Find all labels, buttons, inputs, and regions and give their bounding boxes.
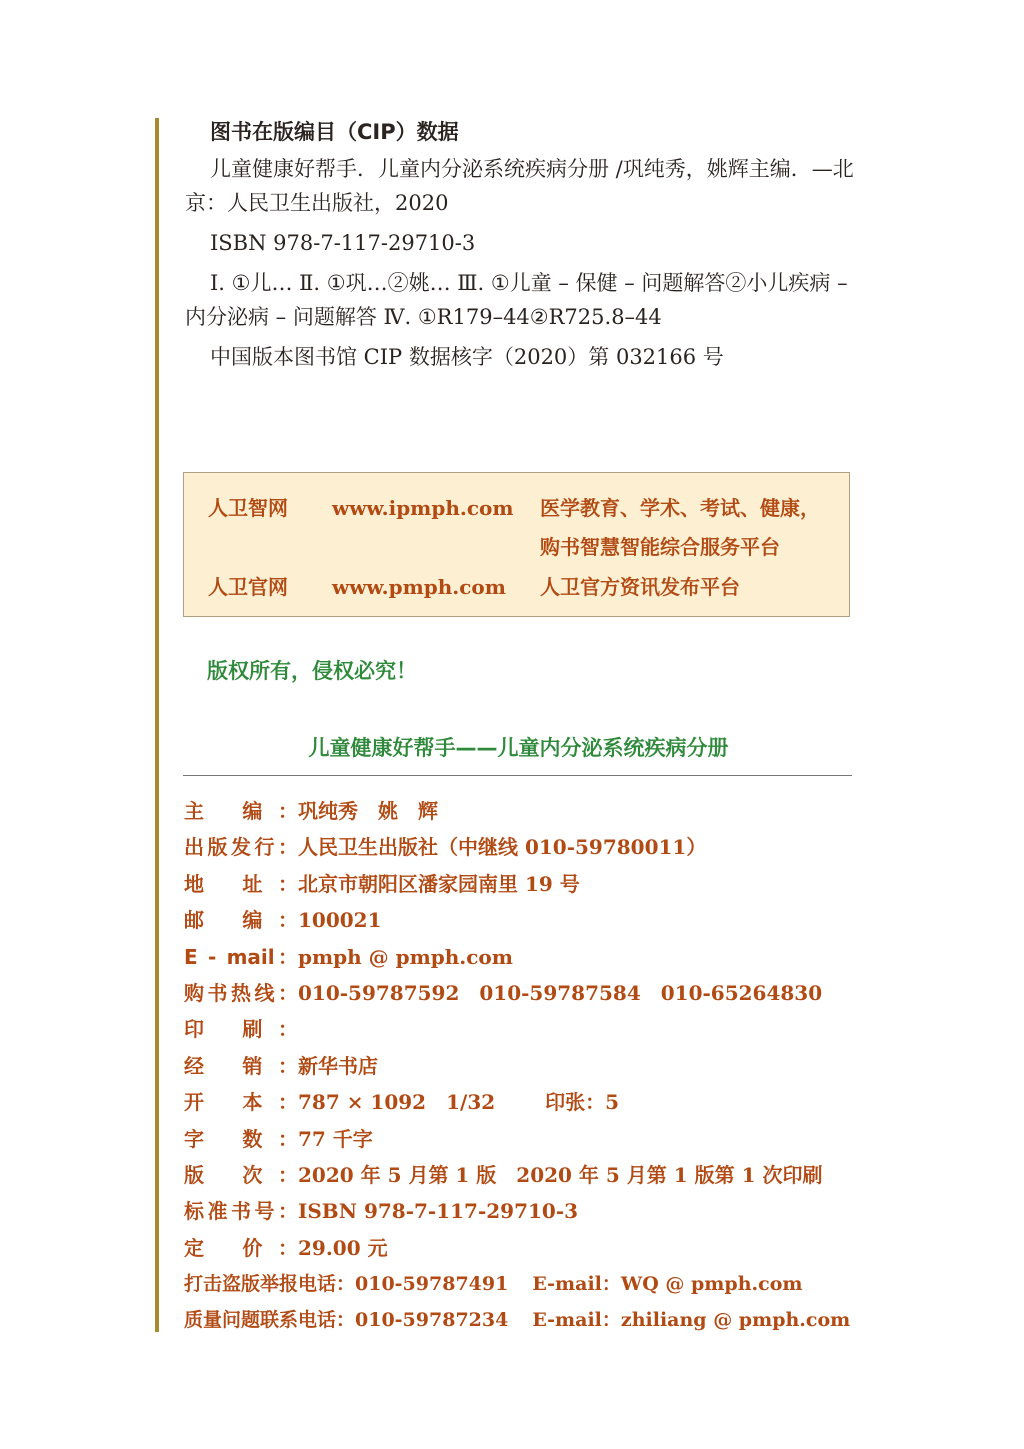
website-row-ipmph-cont (184, 527, 849, 567)
info-label: 标准书号： (184, 1199, 298, 1224)
info-isbn (184, 1193, 864, 1229)
info-sheet-value: 5 (605, 1090, 620, 1115)
info-editor (184, 793, 864, 829)
cip-bibliographic-entry: 儿童健康好帮手．儿童内分泌系统疾病分册 /巩纯秀，姚辉主编．—北京：人民卫生出版社，2020 (185, 157, 854, 215)
info-value: 29.00 元 (298, 1235, 388, 1260)
info-postcode (184, 902, 864, 938)
info-quality-contact (184, 1302, 864, 1338)
info-value: 北京市朝阳区潘家园南里 19 号 (298, 871, 580, 896)
info-edition (184, 1157, 864, 1193)
info-label: 定 价： (184, 1235, 298, 1260)
cip-classification: Ⅰ. ①儿… Ⅱ. ①巩…②姚… Ⅲ. ①儿童 – 保健 – 问题解答②小儿疾病 – 内分泌病 – 问题解答 Ⅳ. ①R179–44②R725.8–44 (185, 271, 848, 329)
info-label: 字 数： (184, 1126, 298, 1151)
info-label: 打击盗版举报电话： (184, 1273, 356, 1296)
info-email-label: E-mail： (532, 1273, 621, 1296)
website-url[interactable]: www.ipmph.com (332, 496, 514, 520)
info-distributor (184, 1048, 864, 1084)
website-name: 人卫官网 (208, 575, 288, 599)
info-label: 购书热线： (184, 980, 298, 1005)
info-price (184, 1230, 864, 1266)
info-value: 010-59787491 (355, 1273, 509, 1296)
website-name: 人卫智网 (208, 496, 288, 520)
info-label: 印 刷： (184, 1017, 298, 1042)
copyright-notice: 版权所有，侵权必究！ (207, 659, 417, 683)
info-label: 主 编： (184, 799, 298, 823)
publication-info (184, 793, 864, 1339)
info-value: 787 × 1092 1/32 (298, 1090, 496, 1115)
website-description: 医学教育、学术、考试、健康， (540, 496, 820, 520)
website-description: 购书智慧智能综合服务平台 (540, 535, 780, 559)
info-email-value[interactable]: zhiliang @ pmph.com (620, 1309, 851, 1332)
info-value[interactable]: pmph @ pmph.com (298, 944, 513, 969)
info-email (184, 939, 864, 975)
cip-record-number: 中国版本图书馆 CIP 数据核字（2020）第 032166 号 (210, 345, 724, 369)
info-label: 质量问题联系电话： (184, 1309, 356, 1332)
info-sheet-label: 印张： (545, 1090, 606, 1115)
cip-isbn: ISBN 978-7-117-29710-3 (210, 231, 476, 255)
info-format (184, 1084, 864, 1120)
cip-title: 图书在版编目（CIP）数据 (210, 120, 459, 144)
info-printer (184, 1011, 864, 1047)
website-row-ipmph (184, 488, 849, 528)
website-info-box (183, 472, 850, 617)
info-hotline (184, 975, 864, 1011)
info-label: 出版发行： (184, 835, 298, 860)
website-description: 人卫官方资讯发布平台 (540, 575, 740, 599)
info-value: 新华书店 (298, 1053, 378, 1078)
info-address (184, 866, 864, 902)
info-label: 版 次： (184, 1162, 298, 1187)
info-email-value[interactable]: WQ @ pmph.com (620, 1273, 803, 1296)
info-publisher (184, 829, 864, 865)
divider (183, 775, 852, 776)
book-title: 儿童健康好帮手——儿童内分泌系统疾病分册 (308, 736, 729, 760)
info-label: 开 本： (184, 1090, 298, 1115)
info-label: 地 址： (184, 871, 298, 896)
decorative-side-bar (155, 118, 159, 1332)
info-label: 经 销： (184, 1053, 298, 1078)
info-value: 巩纯秀 姚 辉 (298, 799, 438, 823)
info-piracy-report (184, 1266, 864, 1302)
website-url[interactable]: www.pmph.com (332, 575, 506, 599)
info-email-label: E-mail： (532, 1309, 621, 1332)
info-value: 010-59787234 (355, 1309, 509, 1332)
website-row-pmph (184, 567, 849, 607)
info-value: ISBN 978-7-117-29710-3 (298, 1199, 579, 1224)
info-value: 100021 (298, 908, 382, 933)
cip-block (185, 112, 865, 380)
info-value: 010-59787592 010-59787584 010-65264830 (298, 980, 823, 1005)
info-label: 邮 编： (184, 908, 298, 933)
info-words (184, 1121, 864, 1157)
info-label: E - mail： (184, 944, 298, 969)
info-value: 人民卫生出版社（中继线 010-59780011） (298, 835, 707, 860)
info-value: 77 千字 (298, 1126, 373, 1151)
info-value: 2020 年 5 月第 1 版 2020 年 5 月第 1 版第 1 次印刷 (298, 1162, 823, 1187)
